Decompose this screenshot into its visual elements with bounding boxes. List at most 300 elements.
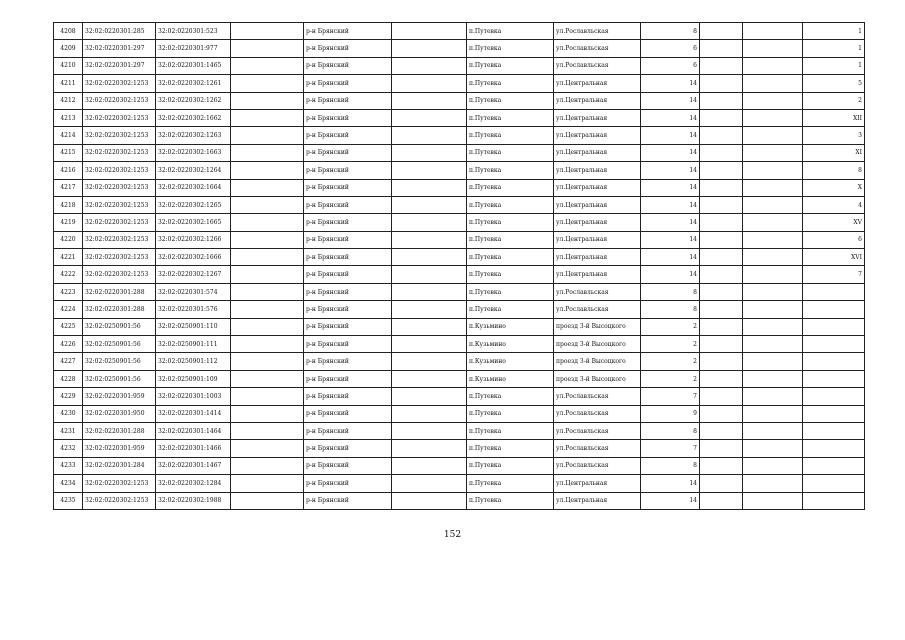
cell-row-number: 4235 (54, 492, 83, 509)
cell-settlement: п.Путевка (467, 388, 554, 405)
cell-row-number: 4228 (54, 370, 83, 387)
cell-apartment-number (803, 301, 865, 318)
table-row (54, 75, 865, 92)
registry-table (53, 22, 865, 510)
cell-empty-col-4 (231, 57, 304, 74)
cell-cadastral-number: 32:02:0220301:1464 (156, 422, 231, 439)
cell-empty-col-10 (700, 353, 743, 370)
cell-street: ул.Рославльская (554, 283, 641, 300)
cell-house-number: 14 (641, 109, 700, 126)
cell-empty-col-4 (231, 405, 304, 422)
cell-empty-col-11 (743, 301, 803, 318)
cell-empty-col-4 (231, 40, 304, 57)
cell-street: ул.Рославльская (554, 405, 641, 422)
cell-empty-col-6 (392, 196, 467, 213)
cell-row-number: 4212 (54, 92, 83, 109)
table-row (54, 301, 865, 318)
cell-apartment-number: 4 (803, 196, 865, 213)
cell-empty-col-10 (700, 457, 743, 474)
cell-house-number: 14 (641, 492, 700, 509)
cell-district: р-н Брянский (304, 214, 392, 231)
cell-settlement: п.Путевка (467, 249, 554, 266)
table-row (54, 440, 865, 457)
cell-street: ул.Рославльская (554, 23, 641, 40)
cell-apartment-number (803, 405, 865, 422)
cell-cadastral-number-parent: 32:02:0220301:950 (83, 405, 156, 422)
cell-settlement: п.Путевка (467, 75, 554, 92)
cell-street: ул.Центральная (554, 231, 641, 248)
cell-house-number: 2 (641, 336, 700, 353)
cell-district: р-н Брянский (304, 440, 392, 457)
table-row (54, 196, 865, 213)
cell-row-number: 4233 (54, 457, 83, 474)
cell-street: ул.Центральная (554, 492, 641, 509)
table-row (54, 283, 865, 300)
cell-cadastral-number-parent: 32:02:0220302:1253 (83, 266, 156, 283)
cell-empty-col-4 (231, 179, 304, 196)
cell-cadastral-number: 32:02:0220302:1662 (156, 109, 231, 126)
cell-empty-col-6 (392, 40, 467, 57)
cell-row-number: 4218 (54, 196, 83, 213)
cell-empty-col-6 (392, 57, 467, 74)
cell-street: ул.Центральная (554, 75, 641, 92)
cell-empty-col-6 (392, 231, 467, 248)
registry-rows (54, 23, 865, 510)
cell-empty-col-4 (231, 388, 304, 405)
cell-empty-col-4 (231, 318, 304, 335)
cell-district: р-н Брянский (304, 388, 392, 405)
cell-cadastral-number: 32:02:0250901:111 (156, 336, 231, 353)
cell-row-number: 4210 (54, 57, 83, 74)
cell-empty-col-11 (743, 492, 803, 509)
cell-cadastral-number-parent: 32:02:0220301:284 (83, 457, 156, 474)
cell-cadastral-number: 32:02:0220301:576 (156, 301, 231, 318)
cell-empty-col-11 (743, 283, 803, 300)
table-row (54, 231, 865, 248)
cell-district: р-н Брянский (304, 40, 392, 57)
cell-house-number: 6 (641, 40, 700, 57)
table-row (54, 109, 865, 126)
cell-empty-col-11 (743, 75, 803, 92)
cell-empty-col-11 (743, 92, 803, 109)
cell-settlement: п.Путевка (467, 196, 554, 213)
cell-district: р-н Брянский (304, 249, 392, 266)
cell-empty-col-6 (392, 440, 467, 457)
cell-house-number: 14 (641, 75, 700, 92)
cell-empty-col-4 (231, 144, 304, 161)
cell-empty-col-10 (700, 75, 743, 92)
cell-settlement: п.Путевка (467, 440, 554, 457)
cell-settlement: п.Путевка (467, 266, 554, 283)
cell-district: р-н Брянский (304, 405, 392, 422)
cell-district: р-н Брянский (304, 283, 392, 300)
cell-settlement: п.Путевка (467, 23, 554, 40)
cell-street: ул.Рославльская (554, 57, 641, 74)
cell-street: ул.Рославльская (554, 388, 641, 405)
cell-empty-col-4 (231, 23, 304, 40)
cell-empty-col-11 (743, 266, 803, 283)
cell-cadastral-number: 32:02:0220301:1465 (156, 57, 231, 74)
cell-cadastral-number: 32:02:0220302:1664 (156, 179, 231, 196)
cell-apartment-number: X (803, 179, 865, 196)
cell-cadastral-number-parent: 32:02:0220302:1253 (83, 109, 156, 126)
table-row (54, 23, 865, 40)
cell-house-number: 14 (641, 231, 700, 248)
cell-settlement: п.Путевка (467, 492, 554, 509)
cell-empty-col-6 (392, 162, 467, 179)
cell-cadastral-number-parent: 32:02:0220302:1253 (83, 249, 156, 266)
cell-house-number: 7 (641, 440, 700, 457)
cell-apartment-number: 1 (803, 40, 865, 57)
cell-cadastral-number: 32:02:0220302:1263 (156, 127, 231, 144)
cell-empty-col-4 (231, 109, 304, 126)
cell-empty-col-4 (231, 353, 304, 370)
cell-cadastral-number: 32:02:0250901:110 (156, 318, 231, 335)
cell-cadastral-number-parent: 32:02:0220302:1253 (83, 475, 156, 492)
cell-settlement: п.Путевка (467, 301, 554, 318)
cell-cadastral-number: 32:02:0220302:1262 (156, 92, 231, 109)
cell-empty-col-11 (743, 109, 803, 126)
cell-house-number: 6 (641, 57, 700, 74)
cell-settlement: п.Кузьмино (467, 370, 554, 387)
cell-settlement: п.Путевка (467, 127, 554, 144)
cell-row-number: 4221 (54, 249, 83, 266)
cell-empty-col-10 (700, 144, 743, 161)
cell-district: р-н Брянский (304, 162, 392, 179)
cell-row-number: 4211 (54, 75, 83, 92)
cell-district: р-н Брянский (304, 92, 392, 109)
cell-apartment-number (803, 457, 865, 474)
cell-empty-col-4 (231, 475, 304, 492)
table-row (54, 336, 865, 353)
cell-district: р-н Брянский (304, 475, 392, 492)
cell-settlement: п.Кузьмино (467, 318, 554, 335)
table-row (54, 318, 865, 335)
cell-house-number: 14 (641, 179, 700, 196)
cell-cadastral-number: 32:02:0250901:109 (156, 370, 231, 387)
cell-empty-col-6 (392, 249, 467, 266)
cell-settlement: п.Путевка (467, 475, 554, 492)
cell-district: р-н Брянский (304, 492, 392, 509)
registry-sheet (53, 22, 864, 510)
cell-row-number: 4226 (54, 336, 83, 353)
cell-empty-col-10 (700, 162, 743, 179)
cell-settlement: п.Путевка (467, 179, 554, 196)
cell-empty-col-4 (231, 370, 304, 387)
cell-row-number: 4217 (54, 179, 83, 196)
cell-cadastral-number-parent: 32:02:0220302:1253 (83, 231, 156, 248)
cell-settlement: п.Путевка (467, 92, 554, 109)
cell-cadastral-number: 32:02:0220302:1284 (156, 475, 231, 492)
cell-empty-col-10 (700, 40, 743, 57)
cell-row-number: 4219 (54, 214, 83, 231)
cell-empty-col-10 (700, 231, 743, 248)
cell-empty-col-10 (700, 475, 743, 492)
cell-house-number: 8 (641, 422, 700, 439)
cell-street: ул.Рославльская (554, 440, 641, 457)
cell-empty-col-11 (743, 231, 803, 248)
cell-apartment-number: 7 (803, 266, 865, 283)
cell-cadastral-number-parent: 32:02:0220301:288 (83, 422, 156, 439)
cell-district: р-н Брянский (304, 422, 392, 439)
cell-house-number: 14 (641, 92, 700, 109)
cell-apartment-number: 8 (803, 162, 865, 179)
cell-row-number: 4209 (54, 40, 83, 57)
cell-empty-col-4 (231, 214, 304, 231)
cell-row-number: 4208 (54, 23, 83, 40)
cell-empty-col-6 (392, 179, 467, 196)
cell-empty-col-11 (743, 388, 803, 405)
cell-empty-col-10 (700, 23, 743, 40)
cell-cadastral-number-parent: 32:02:0220302:1253 (83, 492, 156, 509)
cell-empty-col-11 (743, 475, 803, 492)
cell-settlement: п.Путевка (467, 40, 554, 57)
cell-street: ул.Центральная (554, 214, 641, 231)
cell-row-number: 4222 (54, 266, 83, 283)
cell-empty-col-11 (743, 57, 803, 74)
table-row (54, 179, 865, 196)
cell-empty-col-4 (231, 196, 304, 213)
cell-street: ул.Центральная (554, 109, 641, 126)
cell-cadastral-number-parent: 32:02:0220301:297 (83, 57, 156, 74)
cell-apartment-number: 3 (803, 127, 865, 144)
cell-empty-col-6 (392, 405, 467, 422)
table-row (54, 127, 865, 144)
table-row (54, 249, 865, 266)
cell-apartment-number (803, 370, 865, 387)
cell-settlement: п.Кузьмино (467, 353, 554, 370)
cell-empty-col-10 (700, 92, 743, 109)
cell-empty-col-6 (392, 127, 467, 144)
cell-empty-col-11 (743, 440, 803, 457)
cell-house-number: 8 (641, 283, 700, 300)
table-row (54, 266, 865, 283)
cell-empty-col-11 (743, 214, 803, 231)
cell-empty-col-6 (392, 492, 467, 509)
cell-empty-col-4 (231, 422, 304, 439)
cell-empty-col-4 (231, 301, 304, 318)
cell-empty-col-11 (743, 422, 803, 439)
cell-cadastral-number: 32:02:0220301:1466 (156, 440, 231, 457)
cell-empty-col-10 (700, 57, 743, 74)
cell-cadastral-number-parent: 32:02:0220302:1253 (83, 214, 156, 231)
cell-district: р-н Брянский (304, 301, 392, 318)
cell-empty-col-4 (231, 249, 304, 266)
table-row (54, 144, 865, 161)
cell-district: р-н Брянский (304, 266, 392, 283)
cell-house-number: 14 (641, 214, 700, 231)
cell-row-number: 4229 (54, 388, 83, 405)
table-row (54, 370, 865, 387)
cell-cadastral-number: 32:02:0220302:1663 (156, 144, 231, 161)
cell-apartment-number (803, 475, 865, 492)
cell-empty-col-10 (700, 196, 743, 213)
cell-empty-col-4 (231, 231, 304, 248)
cell-cadastral-number: 32:02:0220302:1261 (156, 75, 231, 92)
cell-district: р-н Брянский (304, 353, 392, 370)
cell-empty-col-6 (392, 23, 467, 40)
cell-empty-col-11 (743, 162, 803, 179)
cell-empty-col-10 (700, 266, 743, 283)
cell-empty-col-10 (700, 405, 743, 422)
cell-empty-col-4 (231, 283, 304, 300)
cell-row-number: 4234 (54, 475, 83, 492)
cell-cadastral-number: 32:02:0250901:112 (156, 353, 231, 370)
cell-cadastral-number: 32:02:0220302:1267 (156, 266, 231, 283)
cell-empty-col-6 (392, 353, 467, 370)
cell-house-number: 14 (641, 266, 700, 283)
cell-apartment-number: XV (803, 214, 865, 231)
cell-cadastral-number-parent: 32:02:0220302:1253 (83, 196, 156, 213)
cell-empty-col-10 (700, 440, 743, 457)
cell-apartment-number: XI (803, 144, 865, 161)
cell-street: ул.Центральная (554, 162, 641, 179)
table-row (54, 353, 865, 370)
cell-cadastral-number: 32:02:0220301:1003 (156, 388, 231, 405)
cell-cadastral-number: 32:02:0220302:1988 (156, 492, 231, 509)
cell-empty-col-11 (743, 40, 803, 57)
cell-house-number: 14 (641, 475, 700, 492)
cell-cadastral-number: 32:02:0220301:1467 (156, 457, 231, 474)
table-row (54, 162, 865, 179)
cell-empty-col-6 (392, 301, 467, 318)
cell-district: р-н Брянский (304, 75, 392, 92)
cell-empty-col-6 (392, 92, 467, 109)
cell-cadastral-number-parent: 32:02:0220301:285 (83, 23, 156, 40)
cell-empty-col-6 (392, 318, 467, 335)
cell-house-number: 14 (641, 127, 700, 144)
cell-row-number: 4214 (54, 127, 83, 144)
cell-empty-col-6 (392, 475, 467, 492)
cell-apartment-number: 1 (803, 57, 865, 74)
cell-empty-col-4 (231, 266, 304, 283)
cell-street: ул.Центральная (554, 127, 641, 144)
cell-empty-col-6 (392, 75, 467, 92)
cell-apartment-number: 5 (803, 75, 865, 92)
cell-district: р-н Брянский (304, 144, 392, 161)
cell-empty-col-11 (743, 127, 803, 144)
cell-house-number: 9 (641, 405, 700, 422)
cell-empty-col-11 (743, 457, 803, 474)
table-row (54, 40, 865, 57)
cell-cadastral-number-parent: 32:02:0250901:56 (83, 318, 156, 335)
cell-empty-col-4 (231, 457, 304, 474)
cell-street: ул.Рославльская (554, 301, 641, 318)
cell-street: проезд 3-й Высоцкого (554, 318, 641, 335)
cell-empty-col-4 (231, 336, 304, 353)
table-row (54, 388, 865, 405)
cell-settlement: п.Путевка (467, 457, 554, 474)
cell-district: р-н Брянский (304, 57, 392, 74)
cell-cadastral-number-parent: 32:02:0250901:56 (83, 370, 156, 387)
cell-settlement: п.Кузьмино (467, 336, 554, 353)
page-number: 152 (443, 530, 462, 540)
cell-apartment-number (803, 318, 865, 335)
cell-empty-col-11 (743, 144, 803, 161)
cell-apartment-number (803, 336, 865, 353)
cell-cadastral-number: 32:02:0220301:977 (156, 40, 231, 57)
table-row (54, 422, 865, 439)
cell-empty-col-10 (700, 301, 743, 318)
cell-house-number: 14 (641, 162, 700, 179)
cell-apartment-number (803, 388, 865, 405)
table-row (54, 475, 865, 492)
cell-cadastral-number: 32:02:0220301:523 (156, 23, 231, 40)
cell-empty-col-10 (700, 336, 743, 353)
cell-row-number: 4220 (54, 231, 83, 248)
cell-street: ул.Рославльская (554, 457, 641, 474)
cell-cadastral-number: 32:02:0220302:1666 (156, 249, 231, 266)
table-row (54, 405, 865, 422)
cell-settlement: п.Путевка (467, 109, 554, 126)
cell-district: р-н Брянский (304, 23, 392, 40)
cell-empty-col-10 (700, 109, 743, 126)
cell-cadastral-number-parent: 32:02:0220302:1253 (83, 162, 156, 179)
table-row (54, 492, 865, 509)
cell-cadastral-number-parent: 32:02:0220302:1253 (83, 92, 156, 109)
cell-settlement: п.Путевка (467, 162, 554, 179)
cell-district: р-н Брянский (304, 318, 392, 335)
cell-apartment-number: 2 (803, 92, 865, 109)
cell-row-number: 4223 (54, 283, 83, 300)
cell-district: р-н Брянский (304, 370, 392, 387)
cell-empty-col-6 (392, 144, 467, 161)
cell-cadastral-number-parent: 32:02:0220302:1253 (83, 144, 156, 161)
cell-empty-col-11 (743, 370, 803, 387)
cell-row-number: 4216 (54, 162, 83, 179)
cell-house-number: 14 (641, 249, 700, 266)
cell-house-number: 2 (641, 318, 700, 335)
cell-street: ул.Рославльская (554, 40, 641, 57)
cell-empty-col-11 (743, 179, 803, 196)
cell-cadastral-number-parent: 32:02:0250901:56 (83, 353, 156, 370)
cell-street: ул.Центральная (554, 249, 641, 266)
cell-settlement: п.Путевка (467, 405, 554, 422)
cell-apartment-number (803, 440, 865, 457)
cell-empty-col-10 (700, 283, 743, 300)
cell-settlement: п.Путевка (467, 144, 554, 161)
cell-empty-col-10 (700, 179, 743, 196)
cell-settlement: п.Путевка (467, 57, 554, 74)
cell-cadastral-number: 32:02:0220302:1665 (156, 214, 231, 231)
cell-row-number: 4230 (54, 405, 83, 422)
cell-settlement: п.Путевка (467, 214, 554, 231)
table-row (54, 57, 865, 74)
cell-cadastral-number: 32:02:0220302:1264 (156, 162, 231, 179)
cell-house-number: 2 (641, 370, 700, 387)
cell-row-number: 4213 (54, 109, 83, 126)
cell-district: р-н Брянский (304, 231, 392, 248)
cell-empty-col-10 (700, 214, 743, 231)
cell-apartment-number (803, 353, 865, 370)
cell-house-number: 7 (641, 388, 700, 405)
cell-district: р-н Брянский (304, 336, 392, 353)
cell-district: р-н Брянский (304, 109, 392, 126)
cell-empty-col-11 (743, 405, 803, 422)
cell-street: проезд 3-й Высоцкого (554, 370, 641, 387)
cell-cadastral-number-parent: 32:02:0250901:56 (83, 336, 156, 353)
cell-empty-col-10 (700, 388, 743, 405)
cell-empty-col-6 (392, 336, 467, 353)
cell-empty-col-4 (231, 75, 304, 92)
cell-apartment-number (803, 283, 865, 300)
cell-street: ул.Центральная (554, 92, 641, 109)
cell-apartment-number: 6 (803, 231, 865, 248)
cell-cadastral-number-parent: 32:02:0220301:959 (83, 440, 156, 457)
cell-row-number: 4225 (54, 318, 83, 335)
cell-empty-col-6 (392, 388, 467, 405)
cell-street: ул.Центральная (554, 179, 641, 196)
